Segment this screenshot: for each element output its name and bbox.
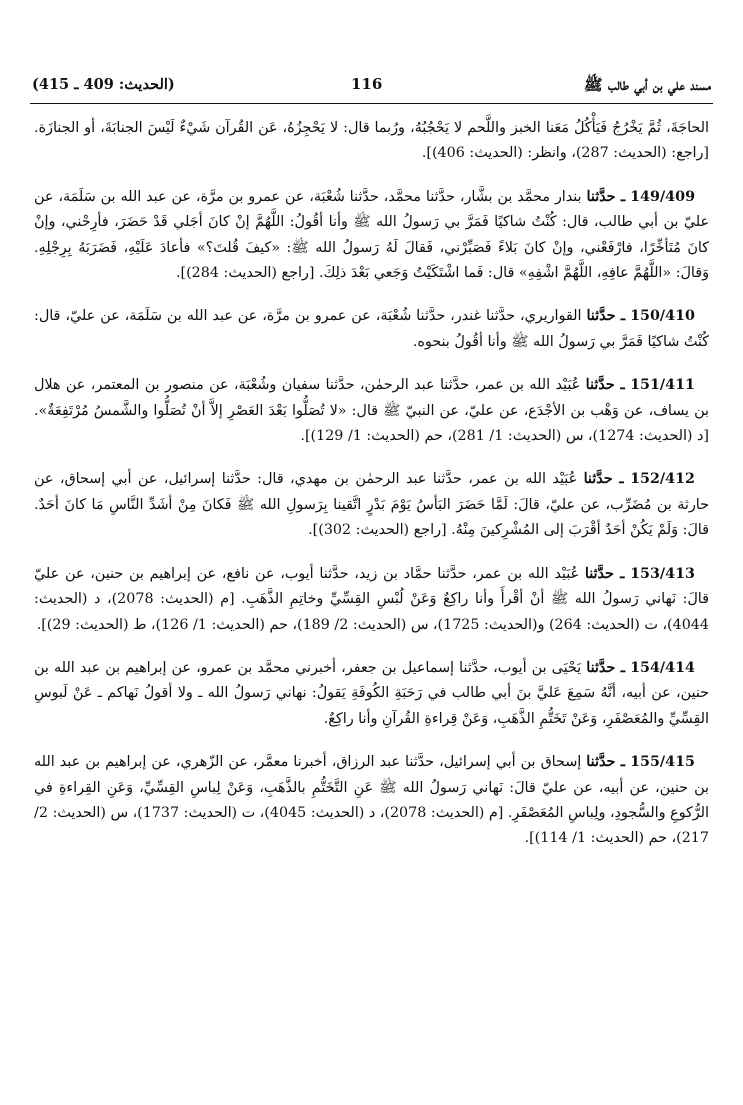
hadith-410 xyxy=(34,304,709,355)
hadith-lead: ـ حدَّثنا xyxy=(583,471,624,488)
page-body xyxy=(34,116,709,852)
hadith-number: 150/410 xyxy=(630,308,695,325)
hadith-413 xyxy=(34,562,709,638)
hadith-number: 151/411 xyxy=(630,377,696,394)
hadith-414 xyxy=(34,656,709,732)
hadith-range: (الحديث: 409 ـ 415) xyxy=(32,76,175,93)
hadith-lead: ـ حدَّثنا xyxy=(586,308,626,325)
hadith-lead: ـ حدَّثنا xyxy=(586,659,625,676)
paragraph-text: الحاجَةَ، ثُمَّ يَخْرُجُ فَيَأْكُلُ مَعَنا الخبز واللَّحم لا يَحْجُبُهُ، ورُبما قال: لا يَحْجِزُهُ، عَن القُرآن شَيْءٌ لَيْسَ الجنابَةَ، أو الجنازَة. [راجع: (الحديث: 287)، وانظر: (الحديث: 406)]. xyxy=(34,120,709,162)
hadith-number: 152/412 xyxy=(630,471,695,488)
page-number: 116 xyxy=(351,75,383,93)
paragraph-continuation xyxy=(34,116,709,167)
hadith-number: 154/414 xyxy=(630,659,696,676)
hadith-number: 149/409 xyxy=(630,188,696,205)
hadith-409 xyxy=(34,185,709,287)
hadith-text: عُبَيْد الله بن عمر، حدَّثنا عبد الرحمٰن، حدَّثنا سفيان وشُعْبَة، عن منصور بن المعتمر، عن هلال بن يساف، عن وَهْب بن الأجْدَع، عن عليّ، عن النبيّ ﷺ قال: «لا تُصَلُّوا بَعْدَ العَصْرِ إلاَّ أنْ تُصَلُّوا والشَّمسُ مُرْتَفِعَةٌ». [د (الحديث: 1274)، س (الحديث: 1/ 281)، حم (الحديث: 1/ 129)]. xyxy=(34,377,709,445)
hadith-lead: ـ حدَّثنا xyxy=(586,188,626,205)
hadith-text: القواريري، حدَّثنا غندر، حدَّثنا شُعْبَة، عن عمرو بن مرَّة، عن عبد الله بن سَلَمَة، عن عليّ، قال: كُنْتُ شاكيًا فَمَرَّ بي رَسولُ الله ﷺ وأنا أقُولُ بنحوه. xyxy=(34,308,709,350)
hadith-lead: ـ حدَّثنا xyxy=(584,565,625,582)
hadith-lead: ـ حدَّثنا xyxy=(586,754,625,771)
hadith-412 xyxy=(34,467,709,543)
header-divider xyxy=(30,103,713,104)
hadith-text: عُبَيْد الله بن عمر، حدَّثنا عبد الرحمٰن بن مهدي، قال: حدَّثنا إسرائيل، عن أبي إسحاق، عن حارثة بن مُضَرِّب، عن عليّ، قالَ: لَمَّا حَضَرَ البَأسُ يَوْمَ بَدْرٍ اتَّقينا بِرَسولِ الله ﷺ فَكانَ مِنْ أشَدِّ النَّاسِ مَا كانَ أحَدٌ. قالَ: وَلَمْ يَكُنْ أحَدٌ أقْرَبَ إلى المُشْرِكينَ مِنْهُ. [راجع (الحديث: 302)]. xyxy=(34,471,709,539)
hadith-number: 153/413 xyxy=(630,565,696,582)
page-header xyxy=(30,66,713,102)
hadith-415 xyxy=(34,750,709,852)
hadith-text: بندار محمَّد بن بشَّار، حدَّثنا محمَّد، حدَّثنا شُعْبَة، عن عمرو بن مرَّة، عن عبد الله بن سَلَمَة، عن عليّ بن أبي طالب، قال: كُنْتُ شاكيًا فَمَرَّ بي رَسولُ الله ﷺ وأنا أقُولُ: اللَّهُمَّ إنْ كانَ أجَلي قَدْ حَضَرَ، فأرِحْني، وإنْ كانَ مُتَأخِّرًا، فارْفَعْني، وإنْ كانَ بَلاءً فَصَبِّرْني، فَقالَ لَهُ رَسولُ الله ﷺ: «كيفَ قُلتَ؟» فأعادَ عَلَيْهِ، فَضَرَبَهُ بِرِجْلِهِ. وَقالَ: «اللَّهُمَّ عافِهِ، اللَّهُمَّ اشْفِهِ» قال: فَما اشْتَكَيْتُ وَجَعي بَعْدَ ذلِكَ. [راجع (الحديث: 284)]. xyxy=(34,188,709,282)
hadith-number: 155/415 xyxy=(630,754,695,771)
book-title: مسند علي بن أبي طالب ﷺ xyxy=(583,75,711,94)
hadith-text: يَحْيَى بن أيوب، حدَّثنا إسماعيل بن جعفر، أخبرني محمَّد بن عمرو، عن إبراهيم بن عبد الله بن حنين، عن أبيه، أنَّهُ سَمِعَ عَليَّ بنَ أبي طالب في رَحَبَةِ الكُوفَةِ يَقولُ: نهاني رَسولُ الله ـ ولا أقولُ نَهاكم ـ عَنْ لَبوسِ القِسِّيِّ والمُعَصْفَرِ، وَعَنْ تَخَتُّمِ الذَّهَبِ، وَعَنْ قِراءةِ القُرآنِ وأنا راكِعٌ. xyxy=(34,659,709,727)
hadith-text: عُبَيْد الله بن عمر، حدَّثنا حمَّاد بن زيد، حدَّثنا أيوب، عن نافع، عن إبراهيم بن حنين، عن عليّ قالَ: نَهاني رَسولُ الله ﷺ أنْ أقْرأَ وأنا راكِعٌ وَعَنْ لُبْسِ القِسِّيِّ وخاتِمِ الذَّهَبِ. [م (الحديث: 2078)، د (الحديث: 4044)، ت (الحديث: 264) و(الحديث: 1725)، س (الحديث: 2/ 189)، حم (الحديث: 1/ 126)، ط (الحديث: 29)]. xyxy=(34,565,710,633)
hadith-lead: ـ حدَّثنا xyxy=(585,377,625,394)
hadith-411 xyxy=(34,373,709,449)
hadith-text: إسحاق بن أبي إسرائيل، حدَّثنا عبد الرزاق، أخبرنا معمَّر، عن الزّهري، عن إبراهيم بن عبد الله بن حنين، عن أبيه، عن عليّ قالَ: نَهاني رَسولُ الله ﷺ عَنِ التَّخَتُّمِ بالذَّهَبِ، وَعَنْ لِباسِ القِسِّيِّ، وَعَنِ القِراءةِ في الرُّكوعِ والسُّجودِ، ولِباسِ المُعَصْفَرِ. [م (الحديث: 2078)، د (الحديث: 4045)، ت (الحديث: 1737)، س (الحديث: 2/ 217)، حم (الحديث: 1/ 114)]. xyxy=(34,754,709,847)
